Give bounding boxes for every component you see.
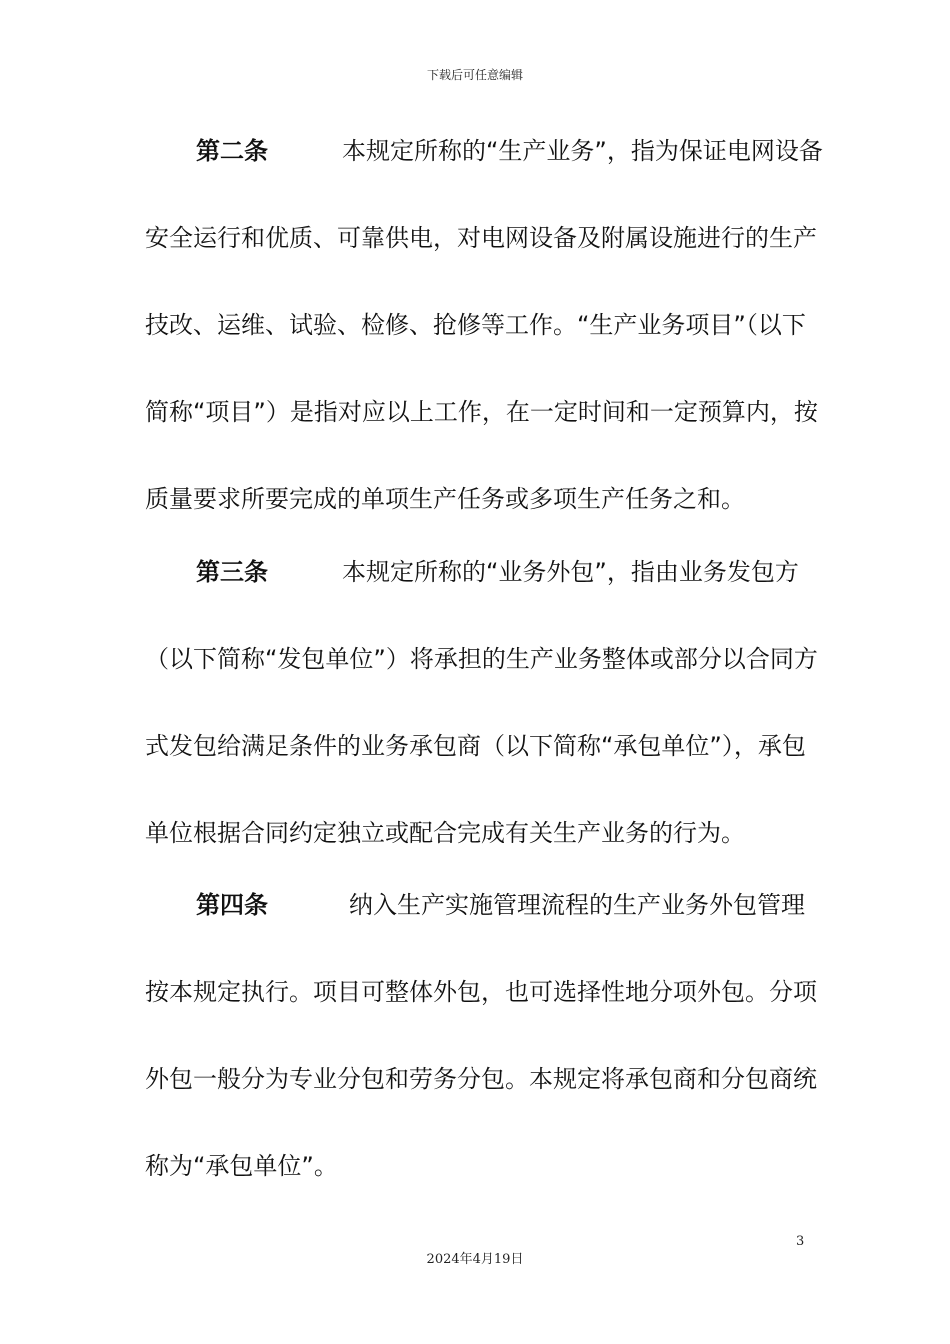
article-3-number: 第三条: [196, 558, 268, 586]
article-2-first-line: 本规定所称的“生产业务”，指为保证电网设备: [342, 137, 823, 165]
article-2-heading: [196, 134, 823, 168]
article-3-heading: [196, 555, 799, 589]
article-4-line-2: 外包一般分为专业分包和劳务分包。本规定将承包商和分包商统: [145, 1065, 817, 1093]
article-3-line-3: 单位根据合同约定独立或配合完成有关生产业务的行为。: [145, 819, 745, 847]
article-4-number: 第四条: [196, 891, 268, 919]
article-4-first-line: 纳入生产实施管理流程的生产业务外包管理: [349, 891, 805, 919]
article-2-number: 第二条: [196, 137, 268, 165]
page-header: 下载后可任意编辑: [426, 68, 523, 82]
article-2-line-2: 技改、运维、试验、检修、抢修等工作。“生产业务项目”（以下: [145, 311, 806, 339]
article-3-line-2: 式发包给满足条件的业务承包商（以下简称“承包单位”），承包: [145, 732, 806, 760]
article-2-line-4: 质量要求所要完成的单项生产任务或多项生产任务之和。: [145, 485, 745, 513]
footer-date: 2024年4月19日: [426, 1252, 524, 1267]
page-number: 3: [796, 1234, 805, 1249]
article-4-heading: [196, 888, 805, 922]
article-4-line-1: 按本规定执行。项目可整体外包，也可选择性地分项外包。分项: [145, 978, 817, 1006]
article-3-line-1: （以下简称“发包单位”）将承担的生产业务整体或部分以合同方: [145, 645, 818, 673]
article-2-line-1: 安全运行和优质、可靠供电，对电网设备及附属设施进行的生产: [145, 224, 817, 252]
article-4-line-3: 称为“承包单位”。: [145, 1152, 338, 1180]
article-2-line-3: 简称“项目”）是指对应以上工作，在一定时间和一定预算内，按: [145, 398, 818, 426]
article-3-first-line: 本规定所称的“业务外包”，指由业务发包方: [342, 558, 799, 586]
